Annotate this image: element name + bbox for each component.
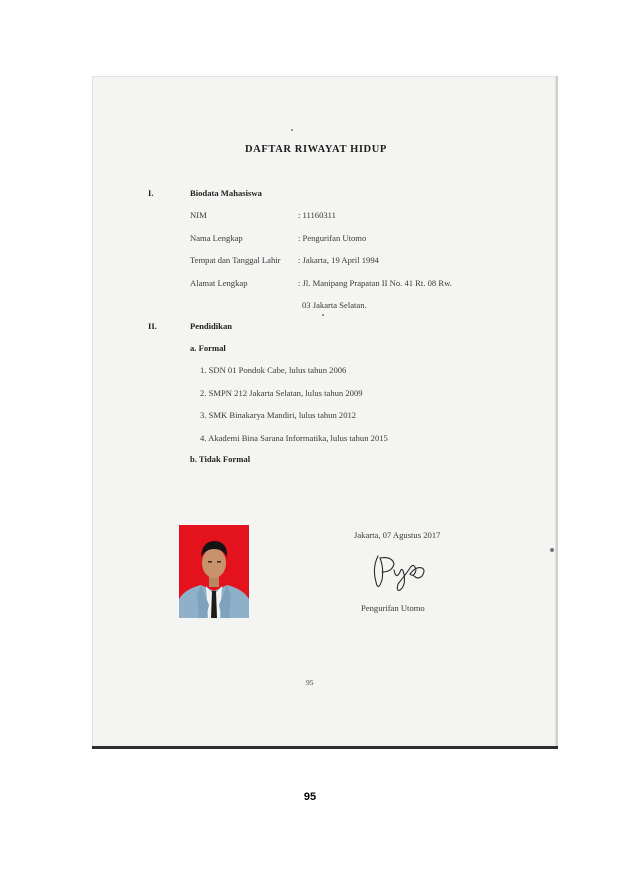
scan-speck: [291, 129, 293, 131]
nonformal-label: b. Tidak Formal: [190, 454, 251, 464]
footer-page-number: 95: [303, 791, 317, 803]
field-value-name: : Pengurifan Utomo: [298, 233, 367, 243]
scan-speck: [322, 314, 324, 316]
field-label-birth: Tempat dan Tanggal Lahir: [190, 255, 281, 265]
scan-edge-bottom: [92, 746, 558, 749]
field-value-address: : Jl. Manipang Prapatan II No. 41 Rt. 08 Rw.: [298, 278, 452, 288]
document-title: DAFTAR RIWAYAT HIDUP: [245, 144, 387, 155]
field-label-nim: NIM: [190, 210, 207, 220]
section-2-numeral: II.: [148, 321, 157, 331]
formal-item: 4. Akademi Bina Sarana Informatika, lulus tahun 2015: [200, 433, 388, 443]
inner-page-number: 95: [306, 678, 314, 687]
field-label-name: Nama Lengkap: [190, 233, 243, 243]
section-1-heading: Biodata Mahasiswa: [190, 188, 262, 198]
field-value-address-continued: 03 Jakarta Selatan.: [302, 300, 367, 310]
formal-item: 2. SMPN 212 Jakarta Selatan, lulus tahun 2009: [200, 388, 363, 398]
field-value-birth: : Jakarta, 19 April 1994: [298, 255, 379, 265]
formal-label: a. Formal: [190, 343, 226, 353]
formal-item: 3. SMK Binakarya Mandiri, lulus tahun 2012: [200, 410, 357, 420]
field-value-nim: : 11160311: [298, 210, 336, 220]
scan-speck: [550, 548, 554, 552]
profile-photo: [179, 525, 249, 618]
place-date: Jakarta, 07 Agustus 2017: [354, 530, 441, 540]
section-1-numeral: I.: [148, 188, 154, 198]
field-label-address: Alamat Lengkap: [190, 278, 248, 288]
signature-image: [366, 552, 436, 594]
section-2-heading: Pendidikan: [190, 321, 233, 331]
signer-name: Pengurifan Utomo: [361, 603, 425, 613]
scan-edge-right: [556, 76, 558, 748]
formal-item: 1. SDN 01 Pondok Cabe, lulus tahun 2006: [200, 365, 347, 375]
